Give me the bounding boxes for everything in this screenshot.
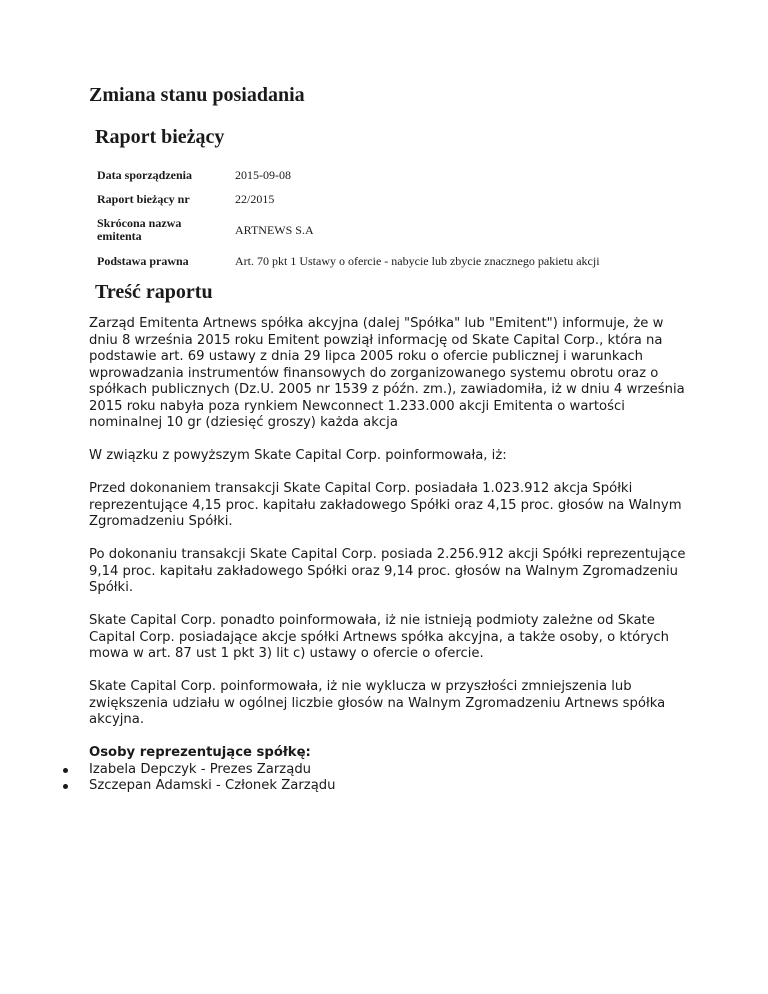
- signers-title: Osoby reprezentujące spółkę:: [89, 745, 311, 760]
- paragraph-announcement: Zarząd Emitenta Artnews spółka akcyjna (dalej "Spółka" lub "Emitent") informuje, że w dniu 8 września 2015 roku Emitent powziął informację od Skate Capital Corp., która na podstawie art. 69 ustawy z dnia 29 lipca 2005 roku o ofercie publicznej i warunkach wprowadzania instrumentów finansowych do zorganizowanego systemu obrotu oraz o spółkach publicznych (Dz.U. 2005 nr 1539 z późn. zm.), zawiadomiła, iż w dniu 4 września 2015 roku nabyła poza rynkiem Newconnect 1.233.000 akcji Emitenta o wartości nominalnej 10 gr (dziesięć groszy) każda akcja: [89, 316, 685, 430]
- paragraph-intro: W związku z powyższym Skate Capital Corp. poinformowała, iż:: [89, 448, 507, 463]
- paragraph-subsidiaries: Skate Capital Corp. ponadto poinformowała, iż nie istnieją podmioty zależne od Skate Capital Corp. posiadające akcje spółki Artnews spółka akcyjna, a także osoby, o których mowa w art. 87 ust 1 pkt 3) lit c) ustawy o ofercie o ofercie.: [89, 613, 670, 661]
- list-item: [89, 762, 689, 779]
- table-row: [93, 211, 604, 249]
- table-row: [93, 187, 604, 211]
- report-content: [89, 316, 689, 795]
- bullet-icon: [63, 768, 68, 773]
- row-label: Raport bieżący nr: [97, 191, 190, 206]
- row-value: 22/2015: [235, 191, 275, 206]
- paragraph-after-transaction: Po dokonaniu transakcji Skate Capital Corp. posiada 2.256.912 akcji Spółki reprezentujące 9,14 proc. kapitału zakładowego Spółki oraz 9,14 proc. głosów na Walnym Zgromadzeniu Spółki.: [89, 547, 686, 595]
- paragraph-future-intent: Skate Capital Corp. poinformowała, iż nie wyklucza w przyszłości zmniejszenia lub zwiększenia udziału w ogólnej liczbie głosów na Walnym Zgromadzeniu Artnews spółka akcyjna.: [89, 679, 666, 727]
- row-label: Data sporządzenia: [97, 167, 192, 182]
- content-heading: Treść raportu: [95, 281, 213, 303]
- list-item: [89, 778, 689, 795]
- page-title: Zmiana stanu posiadania: [89, 84, 305, 106]
- table-row: [93, 249, 604, 273]
- row-label: Podstawa prawna: [97, 253, 189, 268]
- signers-list: [89, 762, 689, 795]
- signer-name: Szczepan Adamski - Członek Zarządu: [89, 778, 336, 793]
- table-row: [93, 163, 604, 187]
- row-value: 2015-09-08: [235, 167, 291, 182]
- report-info-table: [93, 163, 604, 273]
- row-label: Skrócona nazwa emitenta: [97, 216, 182, 243]
- row-value: Art. 70 pkt 1 Ustawy o ofercie - nabycie lub zbycie znacznego pakietu akcji: [235, 253, 600, 268]
- signer-name: Izabela Depczyk - Prezes Zarządu: [89, 761, 312, 777]
- paragraph-before-transaction: Przed dokonaniem transakcji Skate Capital Corp. posiadała 1.023.912 akcja Spółki reprezentujące 4,15 proc. kapitału zakładowego Spółki oraz 4,15 proc. głosów na Walnym Zgromadzeniu Spółki.: [89, 481, 682, 529]
- report-heading: Raport bieżący: [95, 126, 225, 148]
- row-value: ARTNEWS S.A: [235, 222, 314, 237]
- bullet-icon: [63, 784, 68, 789]
